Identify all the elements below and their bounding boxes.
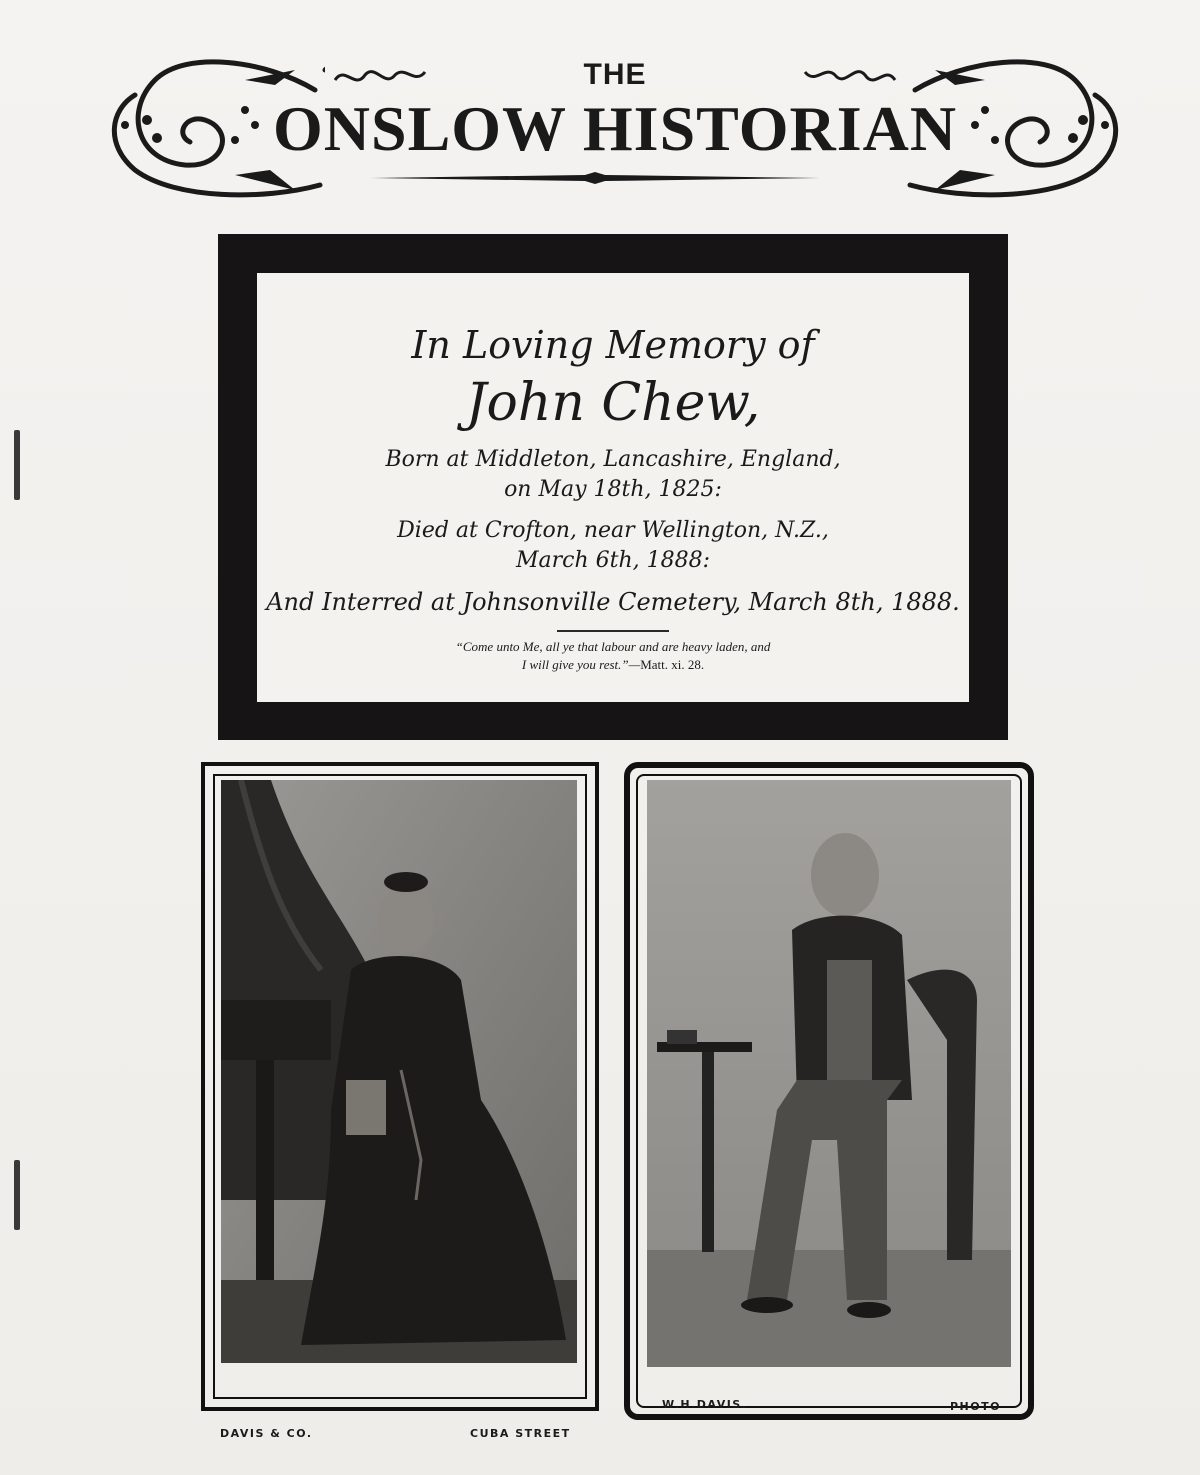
memorial-heading: In Loving Memory of [411, 323, 815, 367]
memorial-card-border [218, 234, 1008, 740]
masthead-title: ONSLOW HISTORIAN [272, 93, 958, 164]
died-line-2: March 6th, 1888: [515, 548, 711, 573]
verse-line-2 [257, 657, 969, 673]
man-portrait-photo [647, 780, 1011, 1367]
interred-line: And Interred at Johnsonville Cemetery, March 8th, 1888. [266, 588, 960, 616]
masthead [95, 50, 1135, 215]
born-line-2: on May 18th, 1825: [504, 477, 722, 502]
died-line-1: Died at Crofton, near Wellington, N.Z., [397, 518, 829, 543]
masthead-pretitle: THE [583, 58, 647, 91]
right-caption-photo: PHOTO [950, 1400, 1001, 1413]
card-divider [557, 630, 669, 632]
verse-text: I will give you rest.”— [521, 657, 641, 672]
masthead-underline-rule [370, 172, 820, 184]
left-caption-studio: DAVIS & CO. [220, 1427, 313, 1440]
right-caption-photographer: W.H.DAVIS. [662, 1398, 748, 1411]
left-caption-street: CUBA STREET [470, 1427, 571, 1440]
memorial-card [257, 273, 969, 702]
verse-reference: Matt. xi. 28. [640, 657, 705, 672]
staple-bottom [14, 1160, 20, 1230]
verse-line-1: “Come unto Me, all ye that labour and are heavy laden, and [455, 639, 771, 654]
born-line-1: Born at Middleton, Lancashire, England, [385, 447, 841, 472]
staple-top [14, 430, 20, 500]
woman-portrait-photo [221, 780, 577, 1363]
memorial-name: John Chew, [465, 373, 761, 433]
